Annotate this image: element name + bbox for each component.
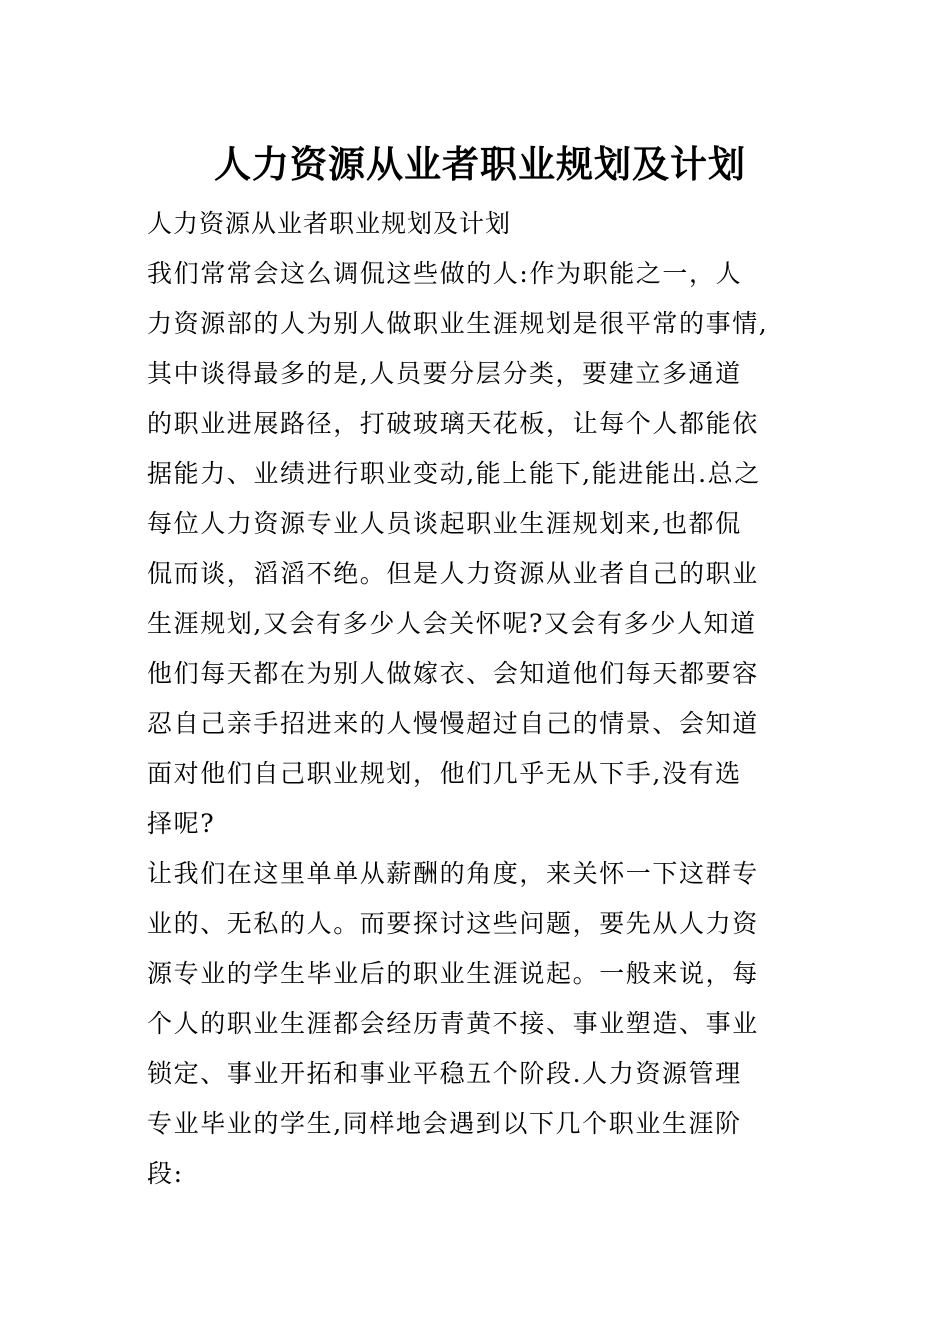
paragraph-line: 据能力、业绩进行职业变动,能上能下,能进能出.总之 [147, 459, 761, 488]
paragraph-line: 其中谈得最多的是,人员要分层分类，要建立多通道 [147, 359, 742, 388]
paragraph-line: 源专业的学生毕业后的职业生涯说起。一般来说，每 [147, 959, 759, 988]
paragraph-line: 业的、无私的人。而要探讨这些问题，要先从人力资 [147, 909, 759, 938]
paragraph-line: 的职业进展路径，打破玻璃天花板，让每个人都能依 [147, 409, 759, 438]
paragraph-line: 每位人力资源专业人员谈起职业生涯规划来,也都侃 [147, 509, 742, 538]
paragraph-1 [147, 254, 827, 854]
paragraph-line: 专业毕业的学生,同样地会遇到以下几个职业生涯阶 [147, 1109, 742, 1138]
paragraph-line: 锁定、事业开拓和事业平稳五个阶段.人力资源管理 [147, 1059, 742, 1088]
paragraph-line: 力资源部的人为别人做职业生涯规划是很平常的事情, [147, 309, 769, 338]
paragraph-line: 我们常常会这么调侃这些做的人:作为职能之一，人 [147, 259, 743, 288]
paragraph-2 [147, 854, 827, 1204]
paragraph-line: 个人的职业生涯都会经历青黄不接、事业塑造、事业 [147, 1009, 759, 1038]
paragraph-line: 他们每天都在为别人做嫁衣、会知道他们每天都要容 [147, 659, 759, 688]
paragraph-line: 择呢? [147, 809, 216, 838]
paragraph-line: 段: [147, 1159, 184, 1188]
paragraph-line: 面对他们自己职业规划，他们几乎无从下手,没有选 [147, 759, 742, 788]
paragraph-line: 让我们在这里单单从薪酬的角度，来关怀一下这群专 [147, 859, 759, 888]
document-title: 人力资源从业者职业规划及计划 [214, 142, 746, 186]
paragraph-line: 侃而谈，滔滔不绝。但是人力资源从业者自己的职业 [147, 559, 759, 588]
document-subtitle: 人力资源从业者职业规划及计划 [147, 209, 512, 238]
paragraph-line: 生涯规划,又会有多少人会关怀呢?又会有多少人知道 [147, 609, 757, 638]
paragraph-line: 忍自己亲手招进来的人慢慢超过自己的情景、会知道 [147, 709, 759, 738]
